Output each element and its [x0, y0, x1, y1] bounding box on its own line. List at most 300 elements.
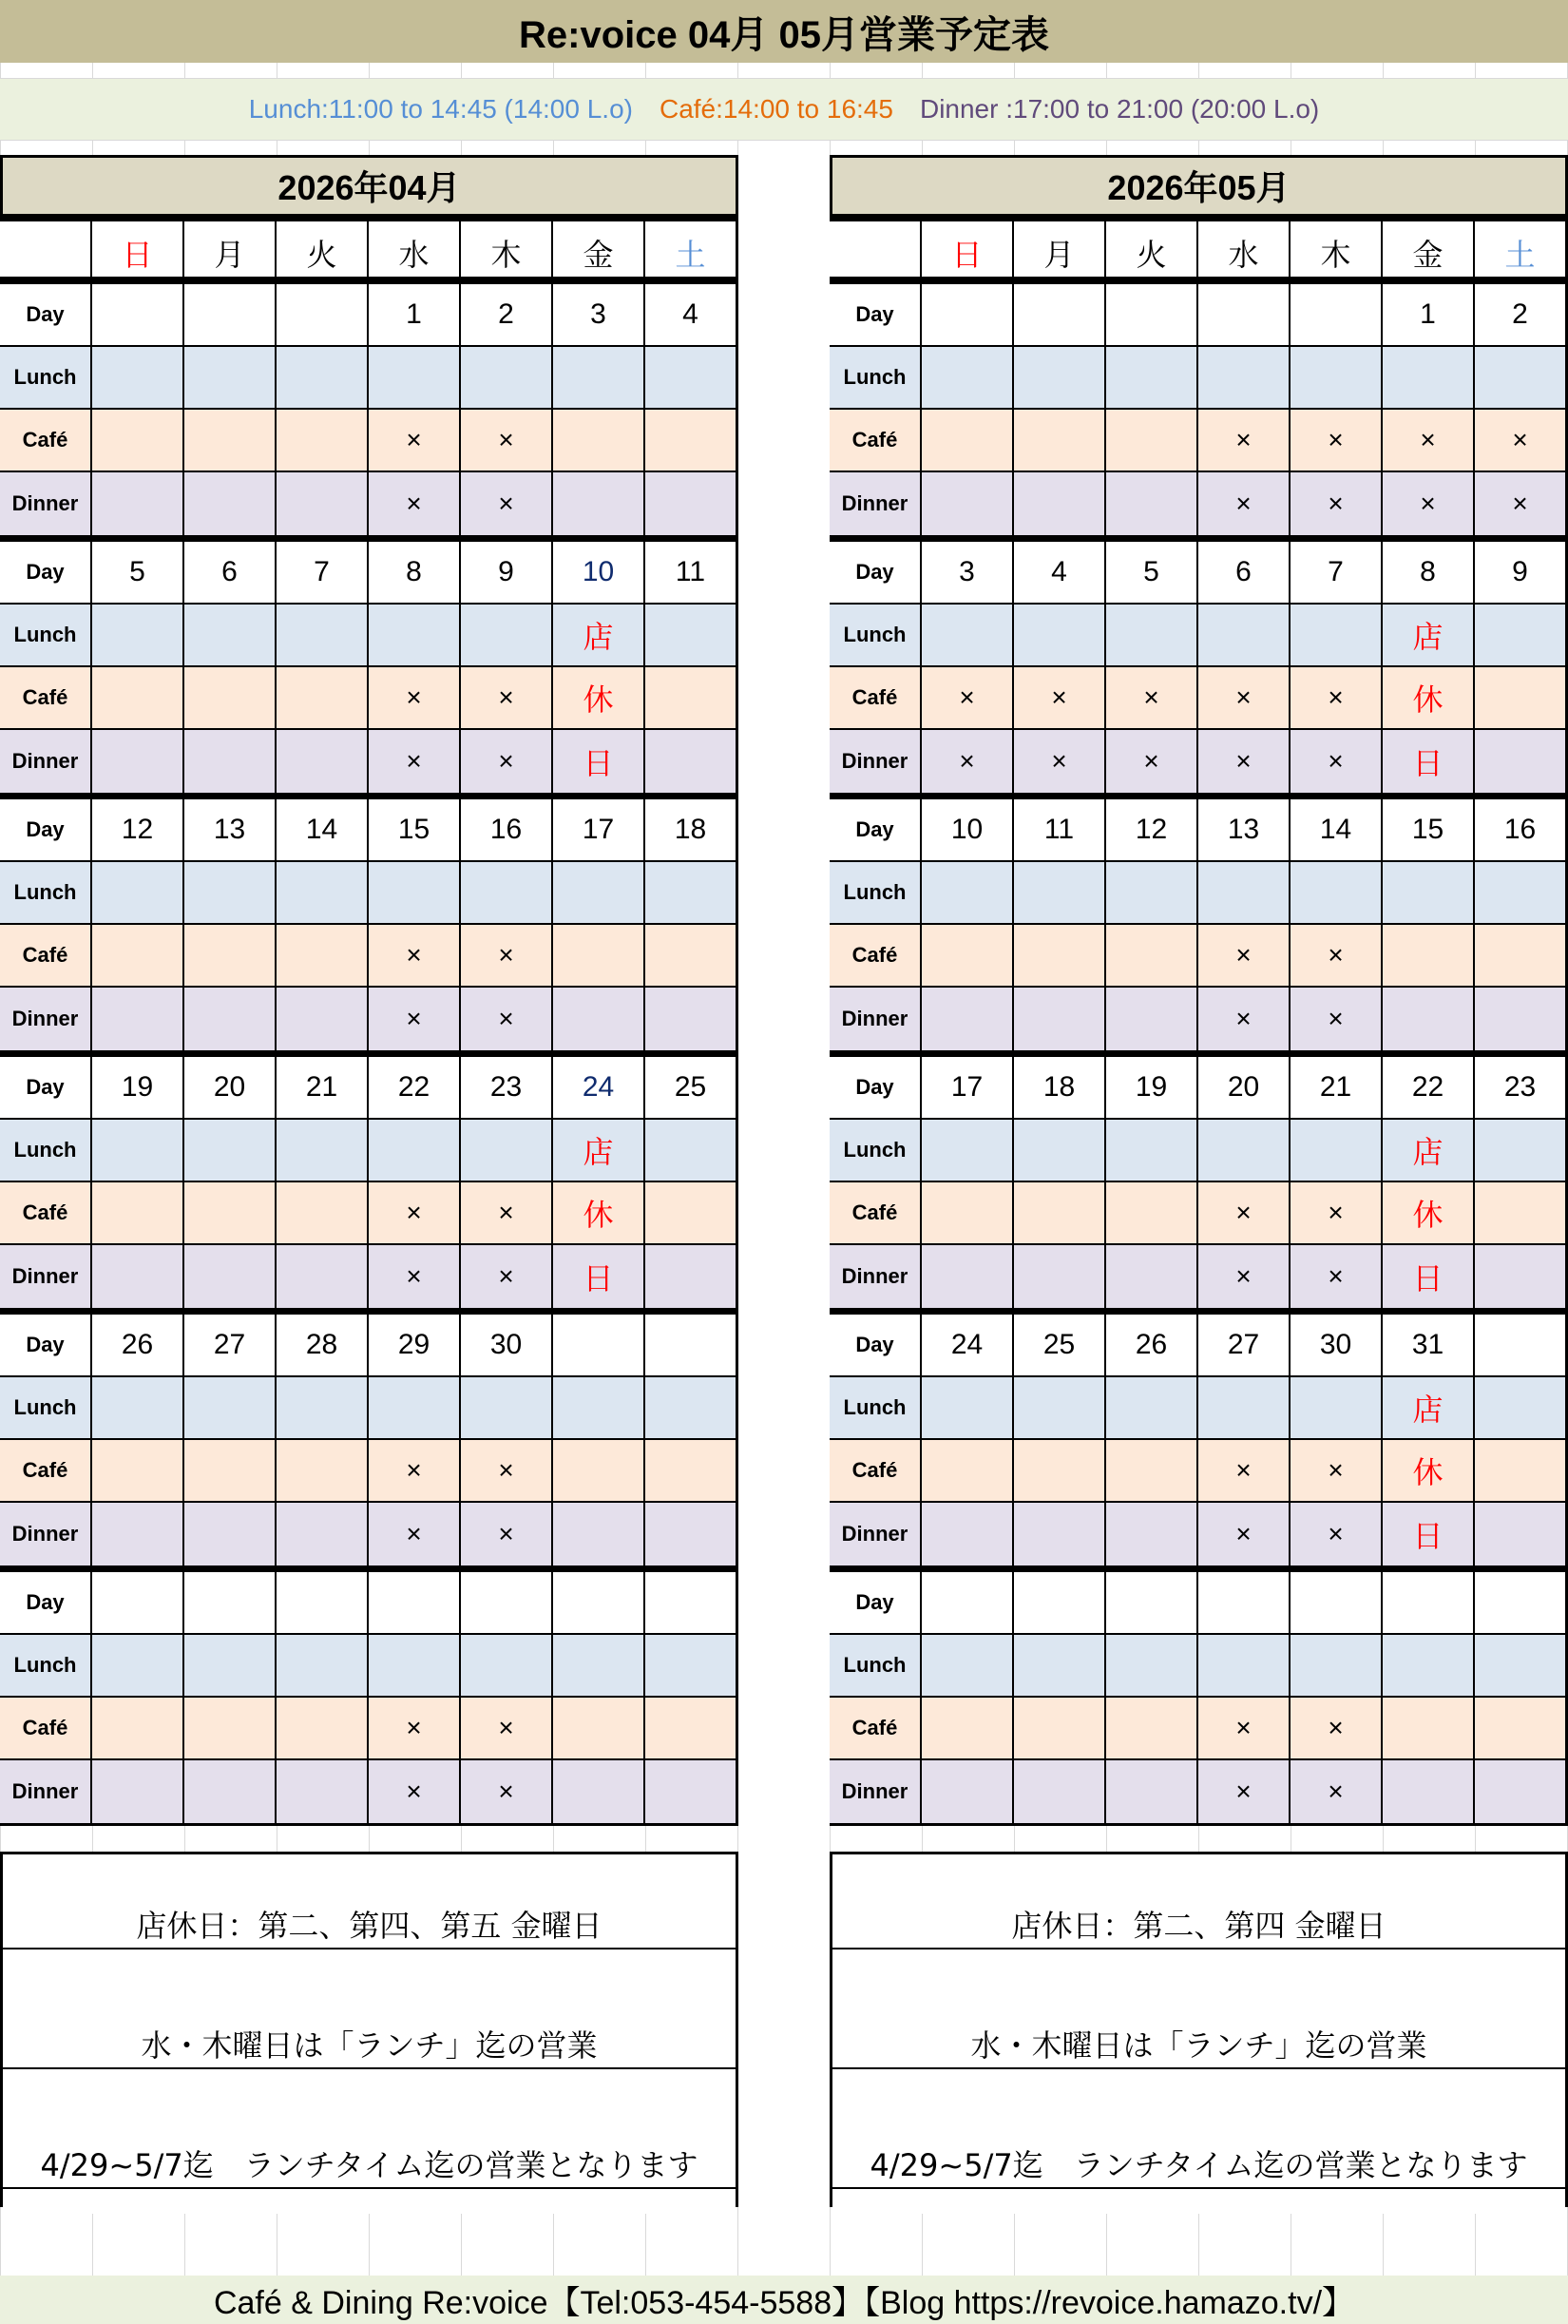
date-cell [1014, 284, 1106, 347]
status-cell: × [461, 472, 553, 535]
status-cell: 日 [553, 730, 645, 793]
status-cell [1106, 1503, 1198, 1565]
row-label-dinner: Dinner [0, 1245, 92, 1308]
status-cell [922, 1182, 1014, 1245]
status-cell [1198, 862, 1291, 925]
date-cell: 12 [92, 799, 184, 862]
status-cell [92, 347, 184, 410]
status-cell [922, 862, 1014, 925]
status-cell [184, 1440, 277, 1503]
date-cell: 13 [184, 799, 277, 862]
status-cell [92, 1245, 184, 1308]
month-header: 2026年04月 [0, 155, 738, 221]
date-cell [1291, 284, 1383, 347]
status-cell [1106, 1245, 1198, 1308]
row-label-day: Day [830, 1572, 922, 1635]
row-label-cafe: Café [830, 410, 922, 472]
row-label-dinner: Dinner [830, 472, 922, 535]
cafe-row [0, 1698, 738, 1760]
status-cell [369, 605, 461, 667]
date-cell: 13 [1198, 799, 1291, 862]
date-cell: 25 [1014, 1315, 1106, 1377]
status-cell [369, 347, 461, 410]
row-label-dinner: Dinner [830, 1760, 922, 1823]
row-label-day: Day [830, 284, 922, 347]
row-label-lunch: Lunch [830, 347, 922, 410]
dinner-row [0, 1503, 738, 1565]
date-cell [553, 1572, 645, 1635]
week-block [830, 542, 1568, 799]
status-cell: × [461, 1182, 553, 1245]
status-cell: × [1198, 730, 1291, 793]
date-cell: 31 [1383, 1315, 1475, 1377]
status-cell [645, 988, 738, 1050]
row-label-lunch: Lunch [830, 1377, 922, 1440]
lunch-row [830, 347, 1568, 410]
date-cell: 3 [922, 542, 1014, 605]
status-cell: × [922, 667, 1014, 730]
status-cell [277, 1635, 369, 1698]
dinner-row [830, 472, 1568, 535]
row-label-day: Day [0, 799, 92, 862]
date-cell: 15 [369, 799, 461, 862]
status-cell: 休 [1383, 1182, 1475, 1245]
status-cell [92, 1377, 184, 1440]
status-cell [1106, 1377, 1198, 1440]
weekday-corner [0, 221, 92, 284]
status-cell: × [922, 730, 1014, 793]
status-cell [184, 1377, 277, 1440]
status-cell: 日 [1383, 730, 1475, 793]
calendar-april [0, 155, 738, 1826]
cafe-row [0, 667, 738, 730]
status-cell [1198, 1377, 1291, 1440]
status-cell: × [1291, 1182, 1383, 1245]
row-label-day: Day [830, 1315, 922, 1377]
status-cell [1383, 1698, 1475, 1760]
status-cell [1014, 1245, 1106, 1308]
status-cell: × [461, 1760, 553, 1823]
date-cell [277, 1572, 369, 1635]
status-cell [184, 925, 277, 988]
status-cell: × [461, 1503, 553, 1565]
status-cell: × [1291, 410, 1383, 472]
date-cell [184, 1572, 277, 1635]
status-cell [277, 347, 369, 410]
row-label-cafe: Café [0, 410, 92, 472]
status-cell [1383, 925, 1475, 988]
status-cell [553, 472, 645, 535]
status-cell [1014, 347, 1106, 410]
status-cell [277, 1503, 369, 1565]
dinner-row [0, 1760, 738, 1823]
note-spacer [3, 2069, 736, 2094]
status-cell: × [369, 925, 461, 988]
status-cell [1291, 1635, 1383, 1698]
status-cell [553, 1698, 645, 1760]
status-cell: × [1198, 410, 1291, 472]
lunch-row [830, 1120, 1568, 1182]
date-cell: 24 [922, 1315, 1014, 1377]
status-cell [645, 1245, 738, 1308]
status-cell: × [1291, 1440, 1383, 1503]
status-cell [1014, 472, 1106, 535]
row-label-cafe: Café [0, 667, 92, 730]
day-row [830, 1057, 1568, 1120]
status-cell [553, 1760, 645, 1823]
status-cell [1106, 988, 1198, 1050]
date-cell: 16 [1475, 799, 1568, 862]
note-line: 水・木曜日は「ランチ」迄の営業 [832, 1974, 1565, 2069]
row-label-cafe: Café [830, 667, 922, 730]
status-cell [1383, 1760, 1475, 1823]
date-cell: 1 [1383, 284, 1475, 347]
status-cell: × [1291, 988, 1383, 1050]
status-cell [184, 605, 277, 667]
status-cell [1106, 410, 1198, 472]
status-cell [277, 1182, 369, 1245]
date-cell [1291, 1572, 1383, 1635]
note-line: 4/29~5/7迄 ランチタイム迄の営業となります [832, 2094, 1565, 2189]
weekday-6: 土 [1475, 221, 1568, 284]
lunch-hours: Lunch:11:00 to 14:45 (14:00 L.o) [248, 94, 633, 124]
status-cell [645, 1635, 738, 1698]
status-cell [1383, 347, 1475, 410]
status-cell [1291, 1120, 1383, 1182]
status-cell [1106, 472, 1198, 535]
month-header: 2026年05月 [830, 155, 1568, 221]
status-cell [1014, 1377, 1106, 1440]
date-cell: 4 [1014, 542, 1106, 605]
status-cell [369, 1635, 461, 1698]
status-cell [184, 1182, 277, 1245]
status-cell: × [461, 1440, 553, 1503]
cafe-row [0, 925, 738, 988]
footer-contact: Café & Dining Re:voice【Tel:053-454-5588】【Blog https://revoice.hamazo.tv/】 [0, 2276, 1568, 2324]
status-cell: 日 [1383, 1245, 1475, 1308]
row-label-dinner: Dinner [0, 1503, 92, 1565]
status-cell [461, 1377, 553, 1440]
status-cell [922, 1440, 1014, 1503]
status-cell [1475, 1698, 1568, 1760]
status-cell: 日 [1383, 1503, 1475, 1565]
status-cell [277, 1377, 369, 1440]
status-cell: × [461, 1245, 553, 1308]
date-cell: 27 [184, 1315, 277, 1377]
dinner-row [830, 988, 1568, 1050]
status-cell [184, 1245, 277, 1308]
status-cell [1291, 605, 1383, 667]
status-cell [1198, 1120, 1291, 1182]
date-cell: 10 [922, 799, 1014, 862]
status-cell: 休 [1383, 667, 1475, 730]
date-cell: 28 [277, 1315, 369, 1377]
status-cell [922, 1698, 1014, 1760]
status-cell [645, 730, 738, 793]
status-cell: × [461, 730, 553, 793]
status-cell [1014, 1440, 1106, 1503]
status-cell [1475, 1120, 1568, 1182]
status-cell [645, 862, 738, 925]
status-cell: × [369, 1440, 461, 1503]
weekday-4: 木 [461, 221, 553, 284]
status-cell [277, 988, 369, 1050]
status-cell: × [1291, 667, 1383, 730]
date-cell: 22 [369, 1057, 461, 1120]
status-cell [92, 862, 184, 925]
status-cell [1198, 1635, 1291, 1698]
row-label-lunch: Lunch [0, 1377, 92, 1440]
date-cell: 9 [461, 542, 553, 605]
status-cell: × [1291, 472, 1383, 535]
status-cell [184, 1503, 277, 1565]
status-cell [922, 1760, 1014, 1823]
row-label-day: Day [0, 1315, 92, 1377]
status-cell: × [1014, 730, 1106, 793]
status-cell [461, 862, 553, 925]
status-cell [1014, 1760, 1106, 1823]
day-row [0, 284, 738, 347]
date-cell: 21 [1291, 1057, 1383, 1120]
status-cell [1475, 862, 1568, 925]
status-cell: × [369, 410, 461, 472]
row-label-lunch: Lunch [0, 605, 92, 667]
status-cell: × [1383, 410, 1475, 472]
status-cell: × [461, 1698, 553, 1760]
date-cell: 8 [369, 542, 461, 605]
status-cell [1106, 1120, 1198, 1182]
row-label-cafe: Café [830, 1440, 922, 1503]
status-cell [922, 605, 1014, 667]
page-title: Re:voice 04月 05月営業予定表 [0, 0, 1568, 63]
status-cell [1014, 1120, 1106, 1182]
status-cell: × [1198, 1760, 1291, 1823]
lunch-row [830, 605, 1568, 667]
status-cell [461, 1635, 553, 1698]
status-cell [922, 1245, 1014, 1308]
status-cell [645, 1377, 738, 1440]
status-cell [92, 1760, 184, 1823]
date-cell: 30 [461, 1315, 553, 1377]
row-label-lunch: Lunch [0, 347, 92, 410]
date-cell: 29 [369, 1315, 461, 1377]
date-cell [645, 1572, 738, 1635]
status-cell [277, 410, 369, 472]
status-cell [1291, 862, 1383, 925]
date-cell [1475, 1572, 1568, 1635]
status-cell: 休 [1383, 1440, 1475, 1503]
notes-april [0, 1852, 738, 2207]
cafe-row [830, 925, 1568, 988]
status-cell [184, 472, 277, 535]
date-cell [1106, 1572, 1198, 1635]
week-block [0, 1057, 738, 1315]
date-cell: 5 [92, 542, 184, 605]
lunch-row [0, 605, 738, 667]
lunch-row [0, 347, 738, 410]
status-cell: × [369, 730, 461, 793]
status-cell [645, 347, 738, 410]
status-cell [277, 862, 369, 925]
status-cell [553, 1635, 645, 1698]
status-cell [277, 1245, 369, 1308]
lunch-row [0, 862, 738, 925]
status-cell [461, 605, 553, 667]
week-block [0, 799, 738, 1057]
status-cell [553, 347, 645, 410]
status-cell: × [369, 667, 461, 730]
status-cell [1106, 1698, 1198, 1760]
week-block [0, 542, 738, 799]
date-cell: 6 [1198, 542, 1291, 605]
week-block [830, 284, 1568, 542]
date-cell: 6 [184, 542, 277, 605]
status-cell [922, 1377, 1014, 1440]
week-block [0, 1572, 738, 1826]
weekday-header-row [830, 221, 1568, 284]
status-cell [1106, 1440, 1198, 1503]
status-cell [1475, 667, 1568, 730]
week-block [830, 1057, 1568, 1315]
date-cell: 14 [1291, 799, 1383, 862]
cafe-row [830, 1182, 1568, 1245]
day-row [0, 1572, 738, 1635]
status-cell: × [1198, 988, 1291, 1050]
date-cell: 2 [461, 284, 553, 347]
status-cell [92, 730, 184, 793]
status-cell [184, 1635, 277, 1698]
date-cell: 7 [1291, 542, 1383, 605]
date-cell: 11 [645, 542, 738, 605]
row-label-cafe: Café [830, 1182, 922, 1245]
status-cell [645, 1503, 738, 1565]
date-cell: 9 [1475, 542, 1568, 605]
note-line: 店休日：第二、第四、第五 金曜日 [3, 1854, 736, 1949]
status-cell [184, 1760, 277, 1823]
row-label-dinner: Dinner [830, 730, 922, 793]
date-cell [553, 1315, 645, 1377]
status-cell [922, 1503, 1014, 1565]
status-cell [92, 1635, 184, 1698]
date-cell [1383, 1572, 1475, 1635]
weekday-5: 金 [1383, 221, 1475, 284]
date-cell: 21 [277, 1057, 369, 1120]
status-cell [1106, 1760, 1198, 1823]
status-cell [1014, 1503, 1106, 1565]
date-cell: 1 [369, 284, 461, 347]
status-cell: × [461, 410, 553, 472]
date-cell [1475, 1315, 1568, 1377]
status-cell [922, 925, 1014, 988]
date-cell: 17 [553, 799, 645, 862]
status-cell: × [369, 1698, 461, 1760]
weekday-header-row [0, 221, 738, 284]
status-cell [645, 1440, 738, 1503]
status-cell [1383, 988, 1475, 1050]
lunch-row [830, 1377, 1568, 1440]
weekday-5: 金 [553, 221, 645, 284]
status-cell [1198, 347, 1291, 410]
week-block [830, 1315, 1568, 1572]
status-cell [369, 1120, 461, 1182]
status-cell [461, 347, 553, 410]
status-cell [277, 605, 369, 667]
status-cell: × [1198, 1182, 1291, 1245]
status-cell [277, 925, 369, 988]
dinner-row [830, 730, 1568, 793]
date-cell [92, 284, 184, 347]
date-cell: 4 [645, 284, 738, 347]
status-cell: × [461, 925, 553, 988]
status-cell: × [1475, 410, 1568, 472]
weekday-corner [830, 221, 922, 284]
row-label-dinner: Dinner [0, 730, 92, 793]
cafe-row [0, 410, 738, 472]
status-cell: × [1198, 472, 1291, 535]
date-cell: 30 [1291, 1315, 1383, 1377]
status-cell: × [369, 1182, 461, 1245]
date-cell: 22 [1383, 1057, 1475, 1120]
cafe-row [0, 1182, 738, 1245]
row-label-dinner: Dinner [830, 1245, 922, 1308]
status-cell [92, 925, 184, 988]
status-cell [369, 1377, 461, 1440]
day-row [830, 1572, 1568, 1635]
status-cell [1014, 605, 1106, 667]
status-cell: × [1198, 1245, 1291, 1308]
row-label-lunch: Lunch [830, 862, 922, 925]
date-cell: 7 [277, 542, 369, 605]
status-cell [277, 1760, 369, 1823]
status-cell: × [1198, 925, 1291, 988]
dinner-row [0, 730, 738, 793]
status-cell [277, 1698, 369, 1760]
row-label-day: Day [0, 542, 92, 605]
date-cell [1198, 1572, 1291, 1635]
status-cell [553, 988, 645, 1050]
note-spacer [3, 1949, 736, 1974]
status-cell: × [1198, 667, 1291, 730]
date-cell: 27 [1198, 1315, 1291, 1377]
status-cell [1014, 925, 1106, 988]
lunch-row [830, 1635, 1568, 1698]
date-cell: 18 [645, 799, 738, 862]
lunch-row [830, 862, 1568, 925]
weekday-4: 木 [1291, 221, 1383, 284]
weekday-0: 日 [92, 221, 184, 284]
status-cell: × [1014, 667, 1106, 730]
status-cell [645, 1760, 738, 1823]
date-cell: 23 [1475, 1057, 1568, 1120]
status-cell [184, 730, 277, 793]
cafe-hours: Café:14:00 to 16:45 [659, 94, 893, 124]
status-cell: × [1291, 730, 1383, 793]
cafe-row [830, 410, 1568, 472]
note-line: 水・木曜日は「ランチ」迄の営業 [3, 1974, 736, 2069]
date-cell [1198, 284, 1291, 347]
row-label-cafe: Café [0, 925, 92, 988]
status-cell [1475, 347, 1568, 410]
status-cell [1198, 605, 1291, 667]
day-row [830, 542, 1568, 605]
status-cell [1106, 1182, 1198, 1245]
status-cell [277, 1440, 369, 1503]
note-spacer [832, 2069, 1565, 2094]
status-cell [1014, 410, 1106, 472]
row-label-day: Day [0, 1057, 92, 1120]
status-cell [1475, 1760, 1568, 1823]
status-cell [369, 862, 461, 925]
